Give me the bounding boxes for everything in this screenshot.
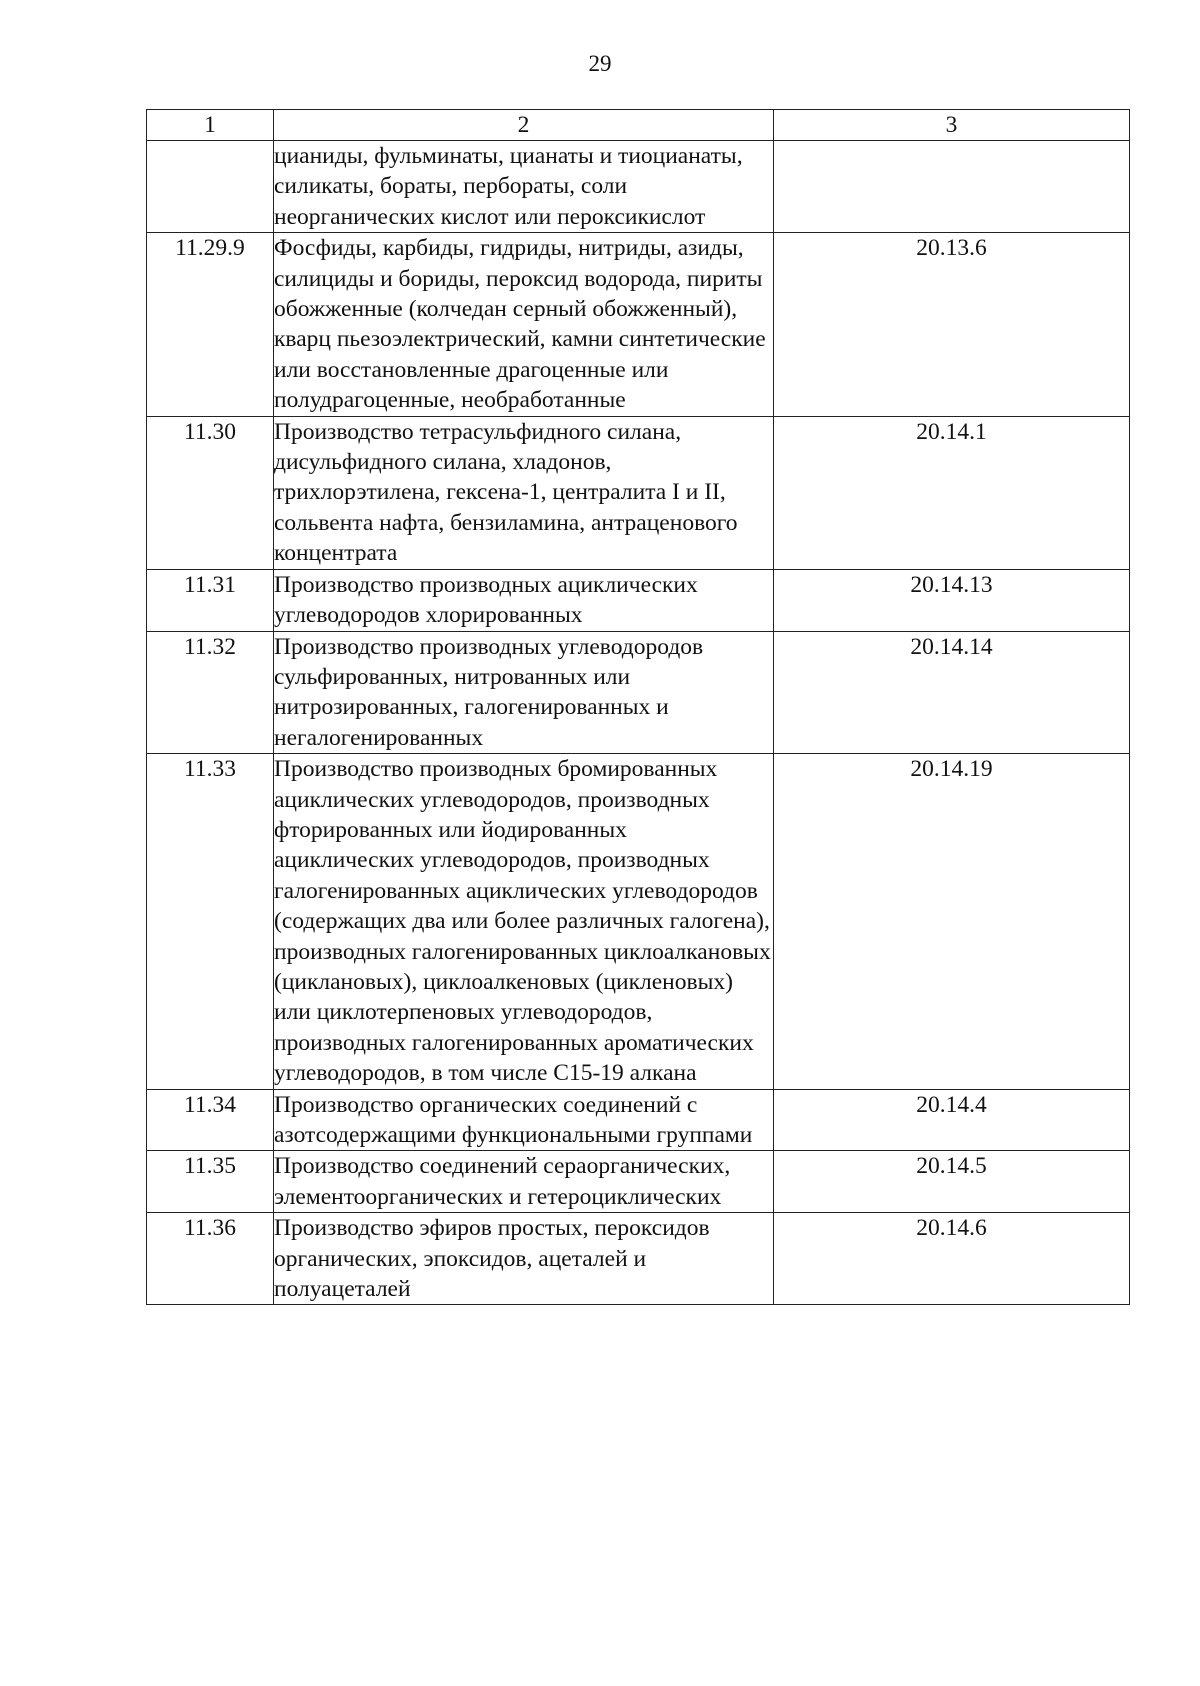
row-code: 11.29.9: [147, 233, 274, 416]
row-okpd-code: 20.14.5: [774, 1151, 1130, 1213]
column-header-3: 3: [774, 110, 1130, 141]
table-row: [147, 141, 1130, 233]
row-code: [147, 141, 274, 233]
row-code: 11.34: [147, 1089, 274, 1151]
table-row: [147, 233, 1130, 416]
row-okpd-code: [774, 141, 1130, 233]
row-description: Производство соединений сераорганических, элементоорганических и гетероциклических: [274, 1151, 774, 1213]
row-code: 11.30: [147, 416, 274, 569]
row-description: Производство производных углеводородов сульфированных, нитрованных или нитрозированных, галогенированных и негалогенированных: [274, 631, 774, 754]
row-description: Производство тетрасульфидного силана, дисульфидного силана, хладонов, трихлорэтилена, гексена-1, централита I и II, сольвента нафта, бензиламина, антраценового концентрата: [274, 416, 774, 569]
table-row: [147, 754, 1130, 1089]
row-okpd-code: 20.14.13: [774, 569, 1130, 631]
column-header-2: 2: [274, 110, 774, 141]
table-row: [147, 416, 1130, 569]
row-okpd-code: 20.14.14: [774, 631, 1130, 754]
row-description: Производство эфиров простых, пероксидов органических, эпоксидов, ацеталей и полуацеталей: [274, 1213, 774, 1305]
row-code: 11.36: [147, 1213, 274, 1305]
row-description: Производство органических соединений с азотсодержащими функциональными группами: [274, 1089, 774, 1151]
page-number: 29: [588, 51, 612, 76]
column-header-1: 1: [147, 110, 274, 141]
table-row: [147, 1089, 1130, 1151]
row-okpd-code: 20.14.6: [774, 1213, 1130, 1305]
table-row: [147, 1151, 1130, 1213]
row-description: Производство производных ациклических углеводородов хлорированных: [274, 569, 774, 631]
row-code: 11.33: [147, 754, 274, 1089]
classification-table: [146, 109, 1130, 1305]
table-row: [147, 631, 1130, 754]
table-row: [147, 569, 1130, 631]
row-okpd-code: 20.14.1: [774, 416, 1130, 569]
row-okpd-code: 20.14.19: [774, 754, 1130, 1089]
row-description: Производство производных бромированных ациклических углеводородов, производных фторированных или йодированных ациклических углеводородов, производных галогенированных ациклических углеводородов (содержащих два или более различных галогена), производных галогенированных циклоалкановых (циклановых), циклоалкеновых (цикленовых) или циклотерпеновых углеводородов, производных галогенированных ароматических углеводородов, в том числе С15-19 алкана: [274, 754, 774, 1089]
row-okpd-code: 20.13.6: [774, 233, 1130, 416]
row-okpd-code: 20.14.4: [774, 1089, 1130, 1151]
table-row: [147, 1213, 1130, 1305]
row-code: 11.31: [147, 569, 274, 631]
table-header-row: [147, 110, 1130, 141]
row-code: 11.32: [147, 631, 274, 754]
row-description: цианиды, фульминаты, цианаты и тиоцианаты, силикаты, бораты, пербораты, соли неорганических кислот или пероксикислот: [274, 141, 774, 233]
row-description: Фосфиды, карбиды, гидриды, нитриды, азиды, силициды и бориды, пероксид водорода, пириты обожженные (колчедан серный обожженный), кварц пьезоэлектрический, камни синтетические или восстановленные драгоценные или полудрагоценные, необработанные: [274, 233, 774, 416]
row-code: 11.35: [147, 1151, 274, 1213]
